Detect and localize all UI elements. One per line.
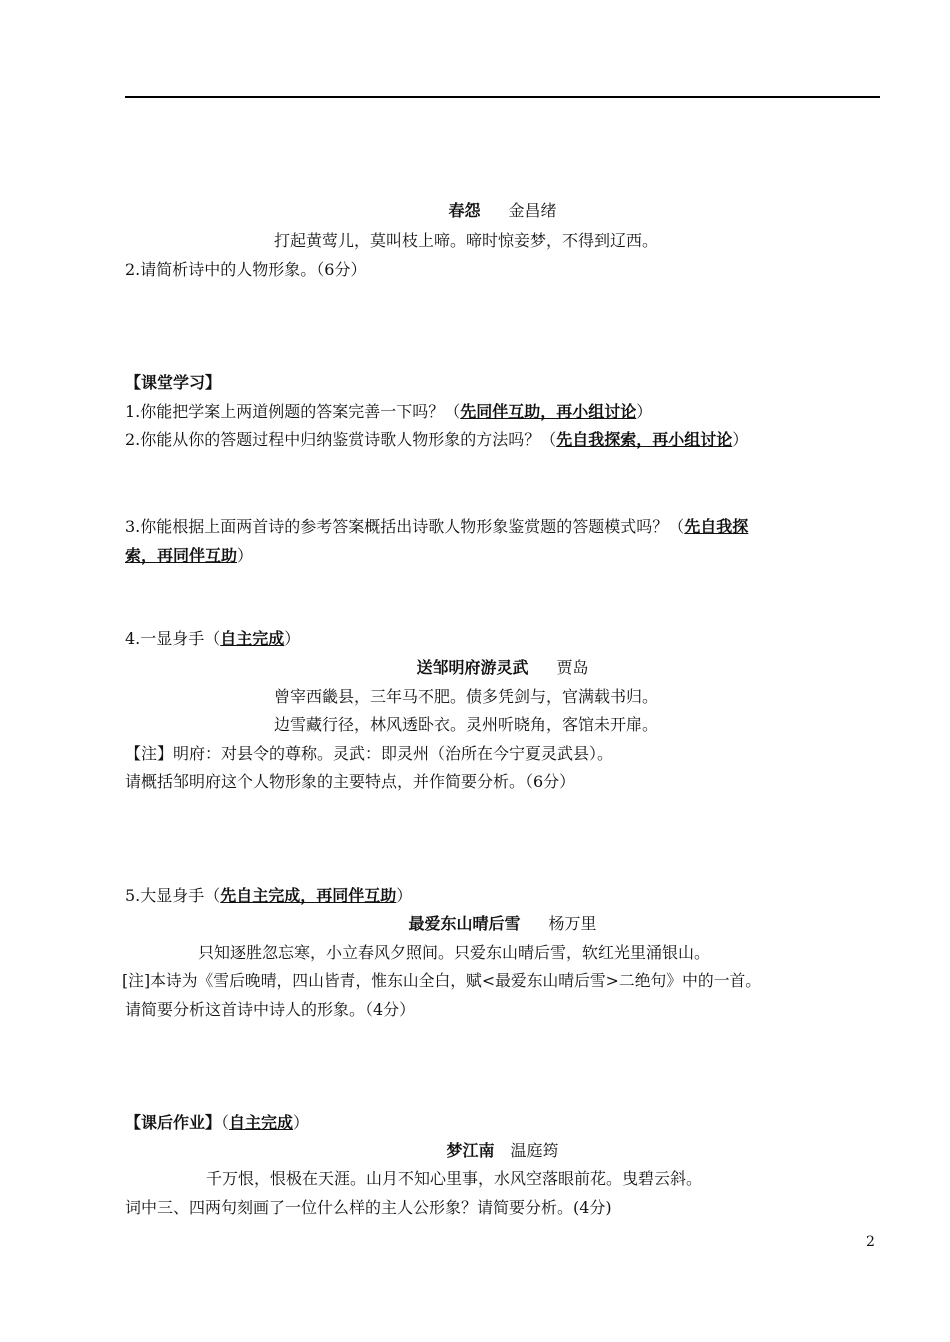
class-item-2-method: 先自我探索，再小组讨论 <box>556 430 733 449</box>
poem4-heading <box>125 1140 880 1162</box>
section-class-study: 【课堂学习】 <box>125 373 222 392</box>
class-item-3-method-a: 先自我探 <box>684 517 749 536</box>
class-item-1-method: 先同伴互助，再小组讨论 <box>460 402 637 421</box>
poem3-title: 最爱东山晴后雪 <box>408 914 521 933</box>
homework-method: 自主完成 <box>229 1113 294 1132</box>
poem4-author: 温庭筠 <box>510 1141 559 1160</box>
question-2: 2.请简析诗中的人物形象。（6分） <box>125 260 367 279</box>
page-number: 2 <box>866 1234 875 1250</box>
poem1-title: 春怨 <box>448 201 481 220</box>
poem3-line1: 只知逐胜忽忘寒，小立春风夕照间。只爱东山晴后雪，软红光里涌银山。 <box>198 943 711 962</box>
poem4-title: 梦江南 <box>446 1141 495 1160</box>
homework-open: （ <box>221 1113 230 1132</box>
poem2-question: 请概括邹明府这个人物形象的主要特点，并作简要分析。（6分） <box>125 772 576 791</box>
homework-label: 【课后作业】 <box>125 1113 222 1132</box>
class-item-5 <box>125 885 412 907</box>
poem1-heading <box>125 200 880 222</box>
poem2-note: 【注】明府：对县令的尊称。灵武：即灵州（治所在今宁夏灵武县）。 <box>125 744 614 763</box>
class-item-4-close: ） <box>284 629 301 648</box>
class-item-3-line1 <box>125 516 748 538</box>
homework-heading <box>125 1112 309 1134</box>
class-item-2 <box>125 429 748 451</box>
poem2-title: 送邹明府游灵武 <box>416 658 529 677</box>
poem3-author: 杨万里 <box>548 914 597 933</box>
class-item-1 <box>125 401 652 423</box>
class-item-5-method: 先自主完成，再同伴互助 <box>220 886 397 905</box>
class-item-5-text: 5.大显身手（ <box>125 886 221 905</box>
class-item-4 <box>125 628 300 650</box>
class-item-2-text: 2.你能从你的答题过程中归纳鉴赏诗歌人物形象的方法吗？（ <box>125 430 557 449</box>
class-item-1-text: 1.你能把学案上两道例题的答案完善一下吗？（ <box>125 402 461 421</box>
poem4-question: 词中三、四两句刻画了一位什么样的主人公形象？请简要分析。(4分) <box>125 1198 612 1217</box>
class-item-5-close: ） <box>396 886 413 905</box>
class-item-3-text: 3.你能根据上面两首诗的参考答案概括出诗歌人物形象鉴赏题的答题模式吗？（ <box>125 517 685 536</box>
poem1-author: 金昌绪 <box>508 201 557 220</box>
homework-close: ） <box>293 1113 310 1132</box>
class-item-3-method-b: 索，再同伴互助 <box>125 546 238 565</box>
poem4-line1: 千万恨，恨极在天涯。山月不知心里事，水风空落眼前花。曳碧云斜。 <box>206 1169 703 1188</box>
poem2-line2: 边雪藏行径，林风透卧衣。灵州听晓角，客馆未开扉。 <box>274 715 659 734</box>
class-item-3-line2 <box>125 545 253 567</box>
class-item-2-close: ） <box>732 430 749 449</box>
poem3-heading <box>125 913 880 935</box>
poem3-note: [注]本诗为《雪后晚晴，四山皆青，惟东山全白，赋<最爱东山晴后雪>二绝句》中的一首。 <box>122 971 762 990</box>
class-item-4-text: 4.一显身手（ <box>125 629 221 648</box>
poem2-author: 贾岛 <box>556 658 589 677</box>
class-item-4-method: 自主完成 <box>220 629 285 648</box>
poem1-text: 打起黄莺儿，莫叫枝上啼。啼时惊妾梦，不得到辽西。 <box>274 231 659 250</box>
class-item-1-close: ） <box>636 402 653 421</box>
class-item-3-close: ） <box>237 546 254 565</box>
poem3-question: 请简要分析这首诗中诗人的形象。（4分） <box>125 1000 416 1019</box>
poem2-heading <box>125 657 880 679</box>
poem2-line1: 曾宰西畿县，三年马不肥。债多凭剑与，官满载书归。 <box>274 687 659 706</box>
header-rule <box>125 96 880 98</box>
